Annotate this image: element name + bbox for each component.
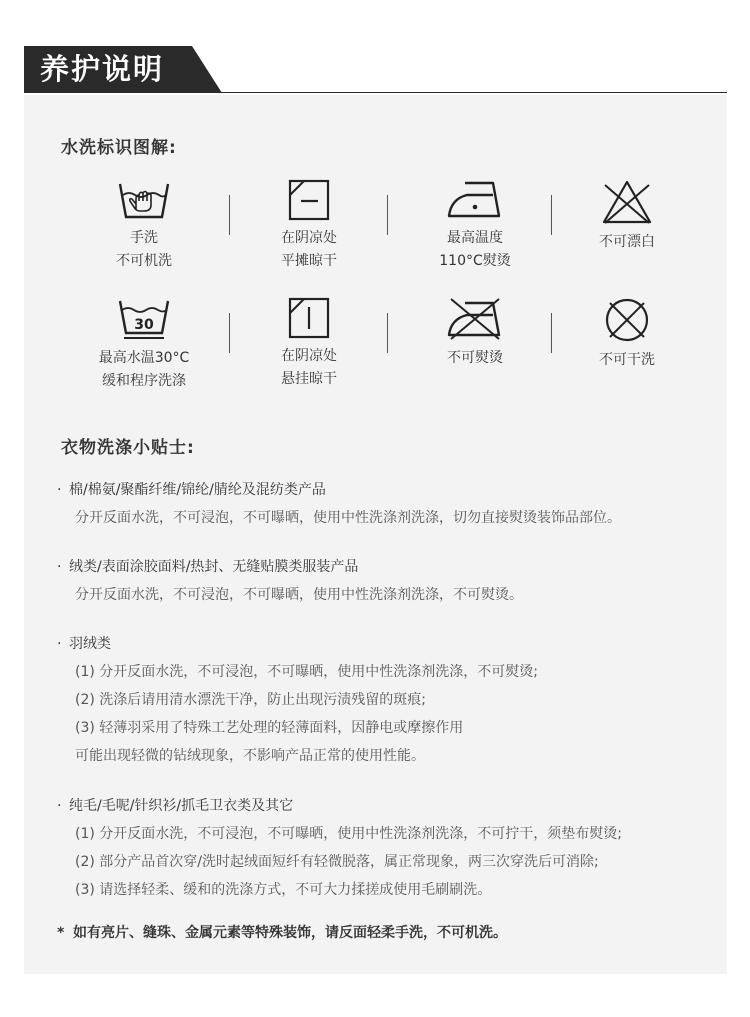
symbol-label-line1: 在阴凉处 xyxy=(281,230,337,246)
symbol-no-iron xyxy=(405,297,545,370)
symbol-label-line2: 平摊晾干 xyxy=(281,253,337,269)
tip-line: (1) 分开反面水洗，不可浸泡，不可曝晒，使用中性洗涤剂洗涤，不可熨烫; xyxy=(75,664,538,680)
hand-wash-icon xyxy=(114,179,174,221)
bullet: · xyxy=(57,559,62,575)
symbol-label-line2: 缓和程序洗涤 xyxy=(102,373,186,389)
do-not-iron-icon xyxy=(445,297,505,341)
wash-30-gentle-icon xyxy=(114,297,174,341)
symbol-divider xyxy=(229,195,230,235)
line-dry-shade-icon xyxy=(288,297,330,339)
symbol-label-line1: 不可干洗 xyxy=(599,352,655,368)
symbol-label-line1: 不可漂白 xyxy=(599,234,655,250)
symbol-no-dry-clean xyxy=(557,297,697,372)
tip-heading xyxy=(57,795,293,815)
symbol-label-line1: 最高温度 xyxy=(447,230,503,246)
symbol-row-2 xyxy=(24,297,727,407)
symbol-label-line2: 不可机洗 xyxy=(116,253,172,269)
iron-max-110-icon xyxy=(445,179,505,221)
symbol-hand-wash xyxy=(74,179,214,273)
symbol-wash-30 xyxy=(74,297,214,393)
symbol-iron-110 xyxy=(405,179,545,273)
symbol-label-line1: 在阴凉处 xyxy=(281,348,337,364)
symbol-label-line1: 最高水温30°C xyxy=(98,350,190,366)
bullet: · xyxy=(57,482,62,498)
symbol-line-dry-shade xyxy=(239,297,379,391)
tip-heading xyxy=(57,633,111,653)
special-note xyxy=(57,922,507,942)
tip-line: 可能出现轻微的钻绒现象，不影响产品正常的使用性能。 xyxy=(75,748,425,764)
symbol-row-1 xyxy=(24,179,727,289)
wash-temp-text: 30 xyxy=(134,317,154,333)
header-divider xyxy=(24,92,727,93)
tips-section-title: 衣物洗涤小贴士: xyxy=(61,438,195,458)
page-title: 养护说明 xyxy=(40,52,165,86)
symbol-label-line2: 110°C熨烫 xyxy=(439,253,511,269)
symbol-no-bleach xyxy=(557,179,697,254)
tip-line: 分开反面水洗，不可浸泡，不可曝晒，使用中性洗涤剂洗涤，切勿直接熨烫装饰品部位。 xyxy=(75,510,621,526)
note-mark: * xyxy=(57,925,65,941)
symbol-label-line1: 手洗 xyxy=(130,230,158,246)
tip-heading-text: 棉/棉氨/聚酯纤维/锦纶/腈纶及混纺类产品 xyxy=(69,482,326,498)
tip-heading-text: 纯毛/毛呢/针织衫/抓毛卫衣类及其它 xyxy=(69,798,294,814)
symbol-divider xyxy=(551,313,552,353)
bullet: · xyxy=(57,636,62,652)
header xyxy=(24,46,727,94)
symbol-label-line1: 不可熨烫 xyxy=(447,350,503,366)
do-not-bleach-icon xyxy=(601,179,653,225)
symbol-divider xyxy=(551,195,552,235)
symbol-divider xyxy=(387,313,388,353)
tip-line: (3) 请选择轻柔、缓和的洗涤方式，不可大力揉搓成使用毛刷刷洗。 xyxy=(75,882,492,898)
tip-line: (1) 分开反面水洗，不可浸泡，不可曝晒，使用中性洗涤剂洗涤，不可拧干，须垫布熨烫; xyxy=(75,826,622,842)
tip-heading xyxy=(57,556,358,576)
do-not-dry-clean-icon xyxy=(604,297,650,343)
symbol-divider xyxy=(387,195,388,235)
symbol-divider xyxy=(229,313,230,353)
note-text: 如有亮片、缝珠、金属元素等特殊装饰，请反面轻柔手洗，不可机洗。 xyxy=(73,925,507,941)
tip-line: (2) 部分产品首次穿/洗时起绒面短纤有轻微脱落，属正常现象，两三次穿洗后可消除; xyxy=(75,854,599,870)
dry-flat-shade-icon xyxy=(288,179,330,221)
tip-line: (3) 轻薄羽采用了特殊工艺处理的轻薄面料，因静电或摩擦作用 xyxy=(75,720,464,736)
tip-heading-text: 绒类/表面涂胶面料/热封、无缝贴膜类服装产品 xyxy=(69,559,359,575)
symbols-section-title: 水洗标识图解: xyxy=(61,138,177,158)
symbol-label-line2: 悬挂晾干 xyxy=(281,371,337,387)
care-card xyxy=(24,95,727,974)
bullet: · xyxy=(57,798,62,814)
tip-line: (2) 洗涤后请用清水漂洗干净，防止出现污渍残留的斑痕; xyxy=(75,692,426,708)
tip-line: 分开反面水洗，不可浸泡，不可曝晒，使用中性洗涤剂洗涤，不可熨烫。 xyxy=(75,587,523,603)
symbol-dry-flat-shade xyxy=(239,179,379,273)
tip-heading-text: 羽绒类 xyxy=(69,636,111,652)
tip-heading xyxy=(57,479,326,499)
